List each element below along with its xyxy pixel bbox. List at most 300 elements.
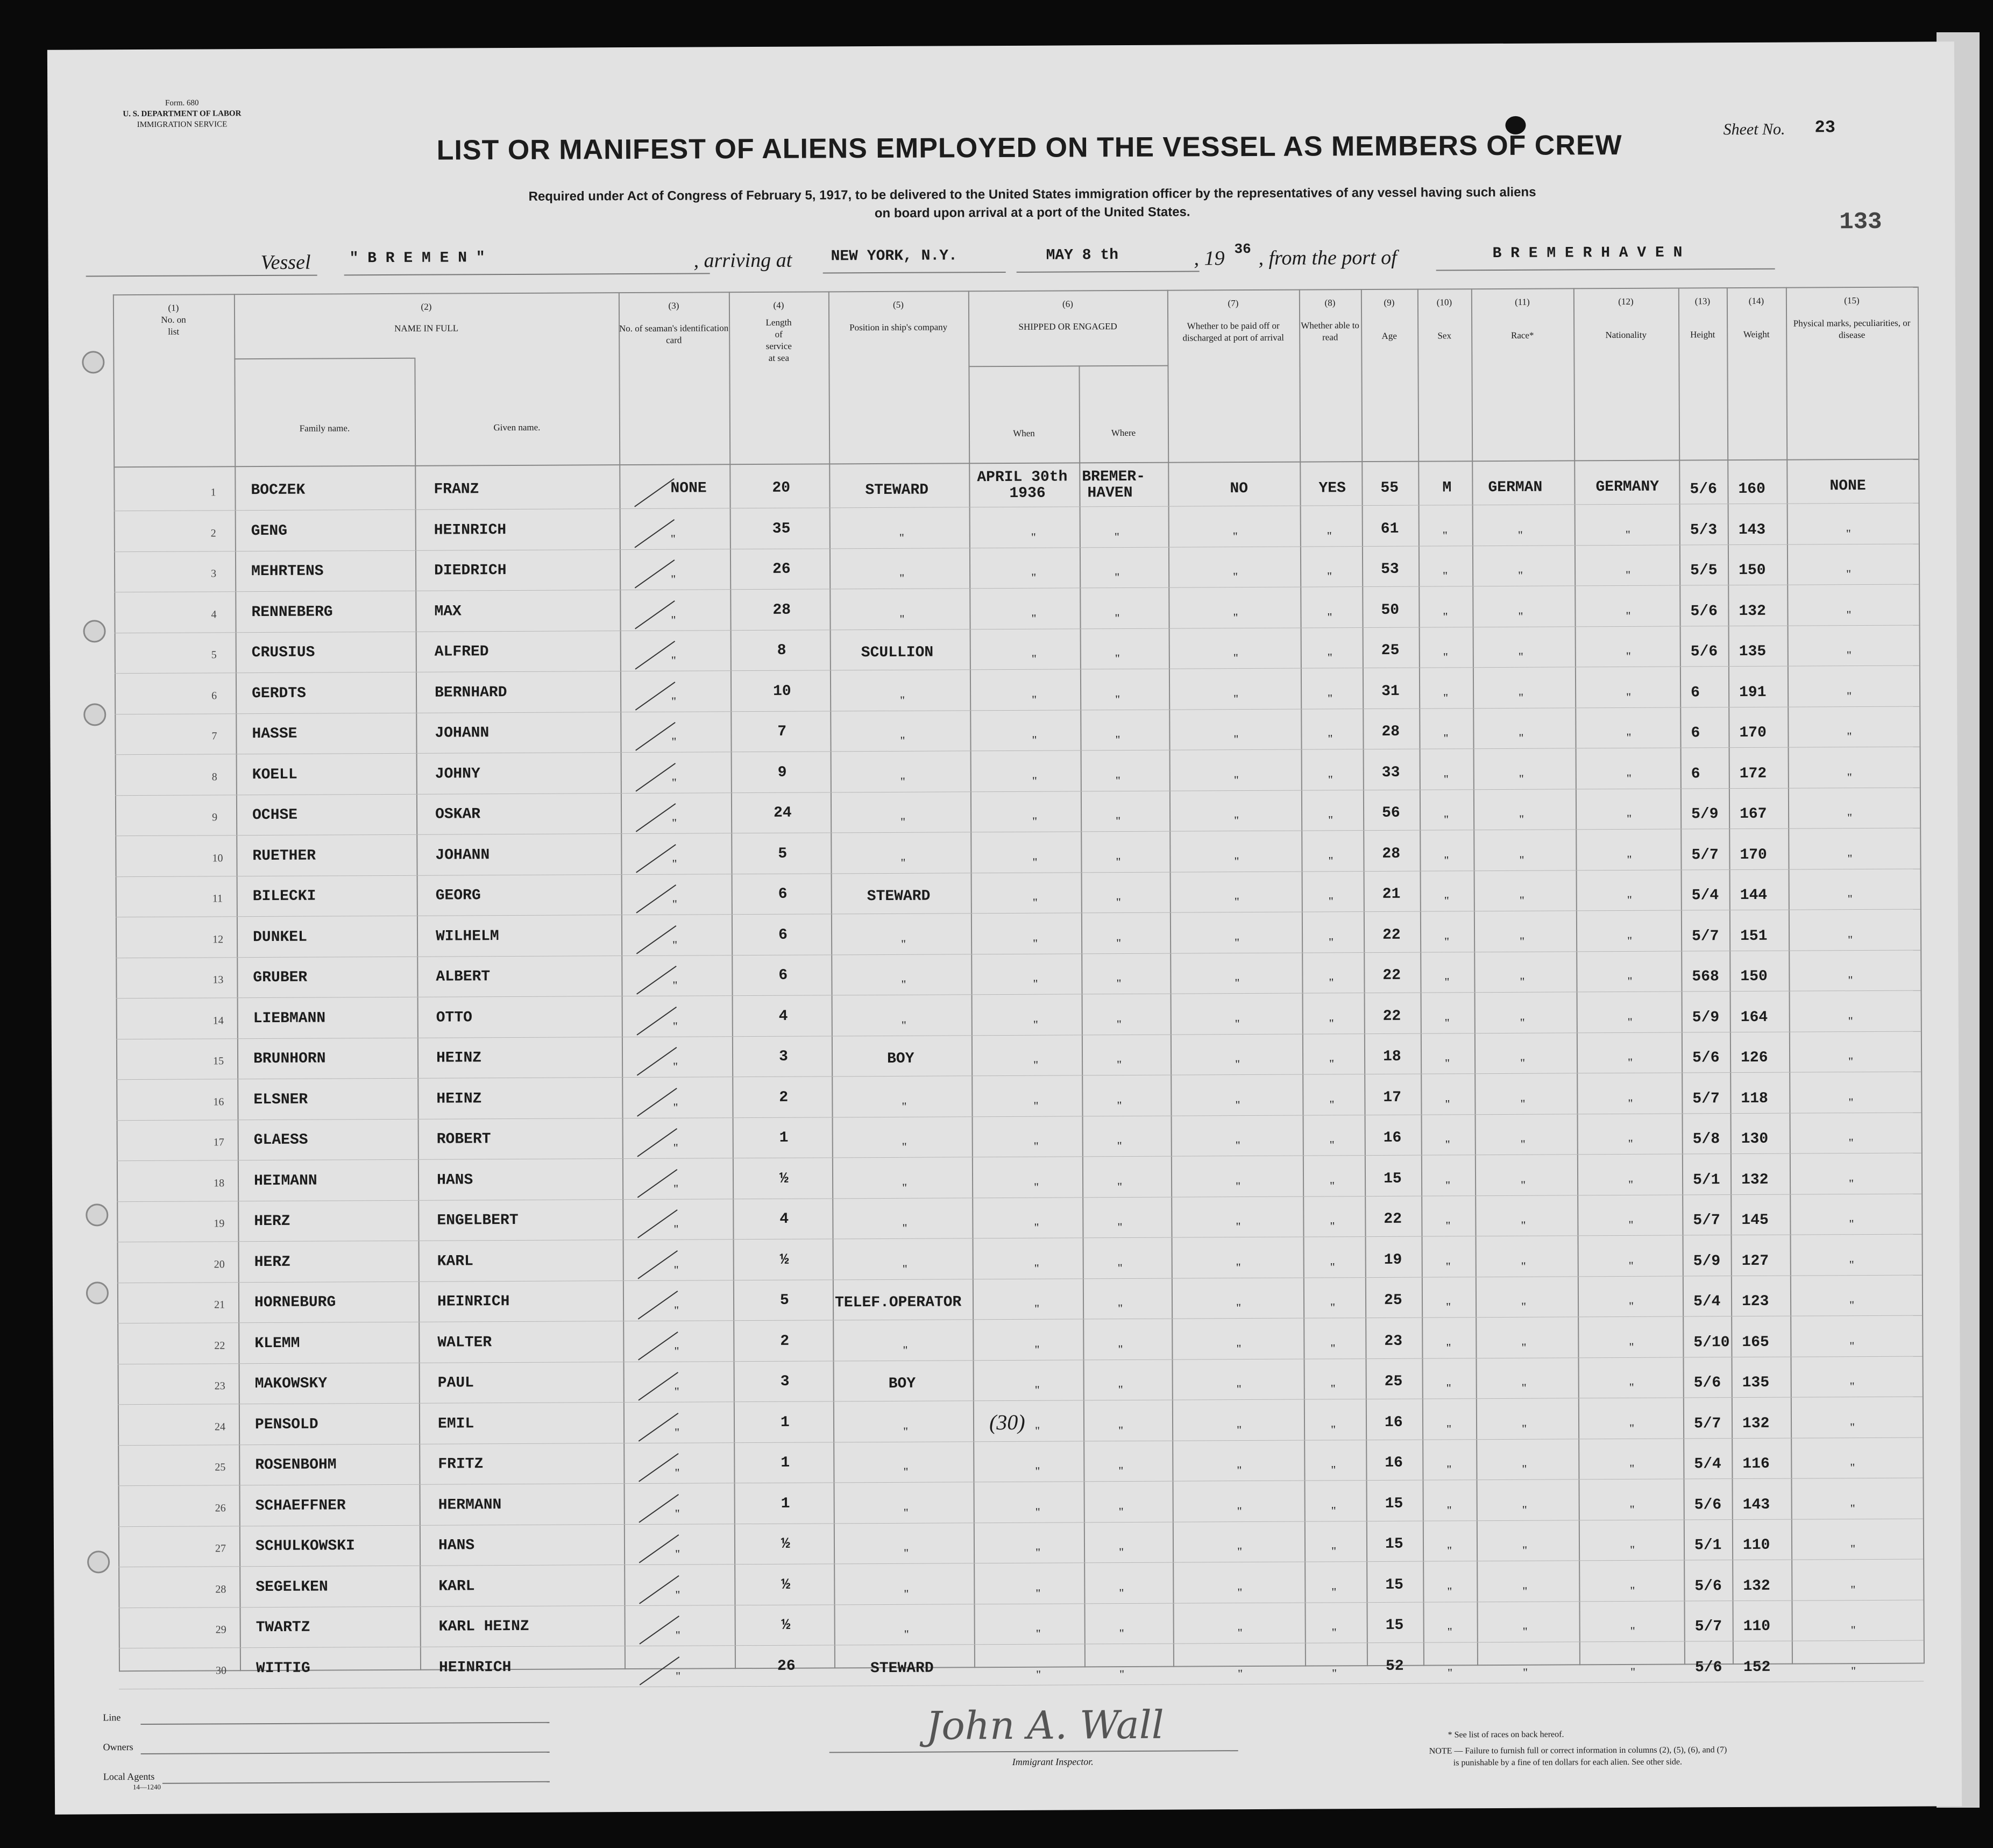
row-rule (118, 1559, 1923, 1568)
ditto-mark: " (1237, 1666, 1243, 1680)
given-name: FRANZ (434, 481, 479, 498)
row-number: 20 (214, 1258, 225, 1270)
row-rule (116, 1031, 1921, 1039)
ditto-mark: " (902, 1099, 907, 1113)
sheet-number: 23 (1814, 117, 1836, 138)
service-length: ½ (781, 1535, 790, 1553)
given-name: JOHNY (435, 765, 480, 783)
given-name: WILHELM (435, 927, 499, 945)
ditto-mark: " (1031, 611, 1037, 625)
weight: 143 (1738, 521, 1766, 539)
check-mark (637, 1128, 677, 1157)
service-length: ½ (779, 1251, 789, 1269)
vessel-name: " B R E M E N " (349, 250, 485, 267)
ditto-mark: " (1848, 1054, 1854, 1068)
ditto-mark: " (1848, 973, 1853, 987)
ditto-mark: " (1446, 1503, 1452, 1517)
age: 53 (1381, 561, 1399, 578)
ditto-mark: " (1847, 730, 1852, 744)
ditto-mark: " (1033, 1139, 1039, 1153)
ditto-mark: " (1846, 607, 1852, 621)
age: 17 (1383, 1089, 1402, 1106)
ditto-mark: " (1629, 1421, 1635, 1435)
weight: 160 (1738, 480, 1765, 498)
note-penalty: NOTE — Failure to furnish full or correct information in columns (2), (5), (6), and (7) (1429, 1745, 1727, 1756)
binder-hole (86, 1203, 108, 1226)
ditto-mark: " (1032, 814, 1038, 828)
ditto-mark: " (1115, 611, 1120, 625)
ditto-mark: " (1850, 1663, 1856, 1677)
row-number: 25 (215, 1461, 226, 1474)
ditto-mark: " (1118, 1342, 1123, 1356)
ditto-mark: " (670, 532, 676, 546)
form-header (112, 97, 252, 130)
row-number: 15 (213, 1055, 224, 1067)
ditto-mark: " (1850, 1461, 1855, 1475)
ditto-mark: " (1445, 1259, 1451, 1273)
height: 6 (1691, 765, 1700, 782)
binder-hole (86, 1281, 109, 1304)
ditto-mark: " (1520, 1015, 1525, 1029)
row-number: 12 (212, 933, 224, 945)
family-name: HERZ (254, 1213, 290, 1230)
height: 5/6 (1690, 603, 1718, 620)
service-length: 3 (780, 1373, 790, 1390)
service-length: 28 (772, 601, 791, 619)
given-name: ENGELBERT (437, 1212, 519, 1229)
ditto-mark: " (671, 613, 676, 627)
year-suffix: 36 (1234, 240, 1251, 258)
position: STEWARD (865, 482, 929, 499)
row-rule (115, 706, 1919, 714)
stamp-number: 133 (1839, 208, 1882, 236)
ditto-mark: " (1626, 649, 1631, 663)
check-mark (638, 1332, 678, 1361)
ditto-mark: " (1445, 1096, 1450, 1110)
ditto-mark: " (1849, 1217, 1854, 1231)
given-name: HERMANN (438, 1496, 502, 1514)
ditto-mark: " (1521, 1218, 1526, 1232)
check-mark (636, 844, 676, 873)
binder-hole (82, 351, 104, 373)
ditto-mark: " (1628, 1217, 1634, 1231)
able-to-read: YES (1318, 480, 1346, 497)
family-name: BRUNHORN (253, 1050, 326, 1068)
age: 50 (1381, 601, 1400, 619)
ditto-mark: " (1629, 1380, 1634, 1394)
ditto-mark: " (1119, 1626, 1124, 1640)
ditto-mark: " (1446, 1421, 1452, 1435)
height: 5/5 (1690, 562, 1718, 579)
row-number: 9 (212, 811, 218, 824)
ditto-mark: " (1446, 1300, 1451, 1314)
row-number: 8 (211, 770, 217, 783)
age: 15 (1385, 1535, 1403, 1553)
ditto-mark: " (675, 1425, 680, 1439)
ditto-mark: " (1234, 895, 1239, 909)
ditto-mark: " (1444, 853, 1449, 867)
given-name: HEINZ (436, 1090, 482, 1108)
row-number: 29 (215, 1624, 226, 1636)
ditto-mark: " (1445, 1056, 1450, 1070)
ditto-mark: " (673, 1100, 678, 1114)
family-name: BILECKI (252, 888, 316, 905)
ditto-mark: " (1521, 1299, 1527, 1313)
weight: 130 (1741, 1130, 1769, 1148)
ditto-mark: " (1848, 1014, 1853, 1028)
ditto-mark: " (1115, 652, 1120, 665)
service-length: 7 (777, 723, 787, 740)
ditto-mark: " (902, 1262, 907, 1276)
age: 22 (1382, 967, 1401, 984)
family-name: HORNEBURG (254, 1294, 336, 1312)
ditto-mark: " (1331, 1463, 1336, 1477)
row-number: 7 (211, 730, 217, 742)
shipped-when: APRIL 30th (977, 469, 1068, 486)
manifest-sheet (47, 41, 1962, 1814)
ditto-mark: " (674, 1344, 679, 1358)
row-number: 26 (215, 1502, 226, 1514)
ditto-mark: " (1517, 528, 1523, 542)
ditto-mark: " (675, 1588, 680, 1602)
check-mark (639, 1413, 679, 1442)
age: 22 (1382, 926, 1401, 944)
ditto-mark: " (671, 653, 676, 667)
check-mark (635, 722, 676, 751)
ditto-mark: " (1329, 934, 1334, 948)
ditto-mark: " (1034, 1301, 1040, 1315)
check-mark (637, 1088, 677, 1117)
ditto-mark: " (1519, 853, 1524, 867)
family-name: RUETHER (252, 847, 316, 865)
check-mark (639, 1616, 679, 1645)
row-rule (118, 1437, 1923, 1446)
row-rule (116, 909, 1920, 918)
ditto-mark: " (1032, 774, 1037, 788)
ditto-mark: " (1629, 1542, 1635, 1556)
family-name: LIEBMANN (253, 1010, 326, 1027)
row-rule (115, 625, 1919, 633)
total-note: (30) (989, 1410, 1025, 1435)
check-mark (637, 1209, 678, 1238)
height: 5/7 (1694, 1618, 1722, 1635)
row-rule (118, 1478, 1923, 1486)
weight: 170 (1740, 846, 1767, 863)
given-name: HANS (436, 1171, 473, 1189)
ditto-mark: " (1117, 1139, 1122, 1153)
ditto-mark: " (1329, 1016, 1334, 1030)
weight: 152 (1743, 1659, 1771, 1676)
ditto-mark: " (1116, 976, 1122, 990)
age: 25 (1384, 1292, 1402, 1309)
ditto-mark: " (1521, 1259, 1526, 1273)
service-length: 2 (779, 1089, 789, 1106)
height: 5/9 (1693, 1252, 1721, 1270)
weight: 123 (1741, 1293, 1769, 1311)
arriving-port: NEW YORK, N.Y. (831, 247, 958, 265)
family-name: GERDTS (252, 685, 306, 702)
age: 19 (1384, 1251, 1402, 1269)
age: 16 (1384, 1414, 1403, 1431)
ditto-mark: " (1518, 568, 1523, 582)
ditto-mark: " (1850, 1420, 1855, 1434)
height: 5/4 (1691, 887, 1719, 904)
family-name: SCHULKOWSKI (255, 1538, 355, 1555)
ditto-mark: " (1331, 1625, 1337, 1639)
family-name: OCHSE (252, 806, 298, 824)
height: 5/6 (1690, 643, 1718, 661)
ditto-mark: " (1848, 932, 1853, 946)
check-mark (638, 1372, 678, 1401)
height: 5/10 (1693, 1334, 1730, 1351)
age: 33 (1381, 764, 1400, 781)
given-name: DIEDRICH (434, 562, 507, 579)
ditto-mark: " (1628, 1055, 1633, 1069)
ditto-mark: " (1443, 731, 1449, 745)
ditto-mark: " (901, 937, 906, 951)
height: 5/7 (1693, 1415, 1721, 1432)
ditto-mark: " (1629, 1340, 1634, 1354)
row-number: 21 (214, 1299, 225, 1311)
age: 25 (1381, 642, 1400, 659)
ditto-mark: " (1330, 1300, 1336, 1314)
given-name: PAUL (437, 1375, 474, 1392)
ditto-mark: " (676, 1669, 681, 1683)
ditto-mark: " (1521, 1340, 1527, 1354)
row-rule (116, 1072, 1921, 1080)
height: 5/6 (1694, 1659, 1722, 1676)
ditto-mark: " (1847, 892, 1853, 906)
row-number: 13 (212, 974, 224, 986)
weight: 170 (1739, 724, 1767, 742)
row-number: 1 (210, 486, 216, 499)
weight: 167 (1740, 805, 1767, 823)
ditto-mark: " (1329, 1057, 1335, 1071)
ditto-mark: " (1522, 1584, 1528, 1598)
ditto-mark: " (1233, 732, 1239, 746)
weight: 135 (1742, 1374, 1770, 1392)
ditto-mark: " (1445, 1137, 1450, 1151)
ditto-mark: " (1116, 814, 1121, 828)
ditto-mark: " (1849, 1176, 1854, 1190)
ditto-mark: " (1519, 893, 1524, 907)
ditto-mark: " (1626, 690, 1632, 704)
row-number: 16 (213, 1095, 224, 1108)
family-name: SCHAEFFNER (255, 1497, 346, 1514)
ditto-mark: " (901, 977, 906, 991)
given-name: HEINRICH (434, 521, 507, 539)
given-name: MAX (434, 603, 462, 620)
row-rule (118, 1599, 1923, 1608)
ditto-mark: " (1626, 568, 1631, 582)
given-name: OTTO (436, 1009, 473, 1026)
age: 28 (1381, 723, 1400, 740)
row-rule (114, 584, 1919, 593)
weight: 135 (1739, 643, 1767, 661)
ditto-mark: " (1625, 527, 1630, 541)
service-length: 4 (779, 1210, 789, 1228)
height: 5/1 (1694, 1537, 1722, 1554)
row-rule (114, 543, 1919, 552)
family-name: ELSNER (253, 1091, 308, 1108)
check-mark (639, 1453, 679, 1482)
family-name: HERZ (254, 1254, 290, 1271)
given-name: KARL (438, 1577, 475, 1595)
ditto-mark: " (1521, 1178, 1526, 1192)
row-number: 2 (210, 527, 216, 539)
ditto-mark: " (1330, 1219, 1335, 1233)
ditto-mark: " (1626, 730, 1632, 744)
ditto-mark: " (1236, 1220, 1241, 1234)
check-mark (639, 1575, 679, 1604)
ditto-mark: " (1118, 1301, 1123, 1315)
ditto-mark: " (1237, 1626, 1243, 1640)
height: 5/9 (1692, 1009, 1720, 1026)
ditto-mark: " (1033, 936, 1038, 950)
family-name: KOELL (252, 766, 297, 783)
ditto-mark: " (1520, 934, 1525, 948)
row-number: 24 (214, 1420, 226, 1433)
family-name: KLEMM (254, 1335, 300, 1352)
family-name: SEGELKEN (256, 1578, 328, 1596)
row-number: 23 (214, 1380, 225, 1392)
ditto-mark: " (1446, 1381, 1451, 1395)
height: 6 (1691, 725, 1700, 742)
ditto-mark: " (672, 978, 678, 992)
ditto-mark: " (1629, 1299, 1634, 1313)
given-name: HEINRICH (438, 1659, 512, 1676)
ditto-mark: " (1522, 1462, 1527, 1476)
given-name: WALTER (437, 1334, 492, 1351)
binder-hole (83, 703, 106, 726)
height: 5/6 (1694, 1496, 1722, 1513)
nationality: GERMANY (1595, 478, 1659, 496)
ditto-mark: " (1031, 530, 1036, 544)
position: TELEF.OPERATOR (834, 1294, 962, 1312)
ditto-mark: " (899, 530, 904, 544)
ditto-mark: " (1522, 1665, 1528, 1679)
height: 5/6 (1690, 481, 1717, 498)
service-length: 1 (781, 1495, 790, 1512)
ditto-mark: " (1627, 893, 1632, 907)
ditto-mark: " (1444, 934, 1450, 948)
row-number: 18 (214, 1177, 225, 1189)
service-length: 5 (779, 1292, 789, 1309)
ditto-mark: " (1115, 570, 1120, 584)
height: 5/8 (1692, 1131, 1720, 1148)
ditto-mark: " (1119, 1585, 1124, 1599)
ditto-mark: " (1447, 1665, 1453, 1679)
ditto-mark: " (673, 1181, 679, 1195)
service-length: 26 (772, 561, 791, 578)
footer-form-code: 14—1240 (132, 1782, 161, 1792)
ditto-mark: " (903, 1464, 909, 1478)
ditto-mark: " (1630, 1624, 1635, 1638)
age: 16 (1385, 1454, 1403, 1471)
ditto-mark: " (1035, 1545, 1041, 1559)
ditto-mark: " (1115, 692, 1120, 706)
ditto-mark: " (1328, 691, 1333, 705)
family-name: GLAESS (253, 1131, 308, 1149)
service-length: 35 (772, 520, 791, 537)
ditto-mark: " (1236, 1260, 1241, 1274)
ditto-mark: " (1035, 1424, 1040, 1438)
ditto-mark: " (1327, 610, 1332, 624)
check-mark (634, 519, 675, 548)
ditto-mark: " (1520, 974, 1525, 988)
ditto-mark: " (1330, 1382, 1336, 1396)
ditto-mark: " (1519, 771, 1524, 785)
ditto-mark: " (1628, 1136, 1633, 1150)
weight: 165 (1742, 1334, 1769, 1351)
ditto-mark: " (1328, 732, 1333, 746)
ditto-mark: " (1237, 1585, 1243, 1599)
from-port-label: , from the port of (1258, 246, 1397, 270)
from-port: B R E M E R H A V E N (1492, 244, 1683, 263)
ditto-mark: " (1330, 1341, 1336, 1355)
age: 28 (1382, 845, 1401, 862)
ditto-mark: " (900, 855, 906, 869)
check-mark (638, 1291, 678, 1320)
row-rule (117, 1234, 1922, 1243)
ditto-mark: " (1328, 853, 1334, 867)
check-mark (637, 1250, 678, 1279)
service-length: 8 (777, 642, 786, 659)
service-length: 3 (778, 1048, 788, 1065)
height: 5/3 (1690, 521, 1718, 539)
service-length: 10 (773, 683, 791, 700)
ditto-mark: " (904, 1627, 909, 1641)
weight: 151 (1740, 927, 1768, 945)
ditto-mark: " (1521, 1380, 1527, 1394)
weight: 144 (1740, 887, 1768, 904)
ditto-mark: " (1035, 1626, 1041, 1640)
height: 6 (1691, 684, 1700, 701)
arriving-label: , arriving at (693, 249, 792, 272)
service-length: 9 (777, 764, 787, 781)
position: BOY (886, 1050, 914, 1067)
service-length: 5 (778, 845, 788, 862)
age: 56 (1382, 804, 1400, 822)
service-length: 6 (778, 926, 788, 944)
ditto-mark: " (673, 1059, 678, 1073)
service-length: 20 (772, 479, 791, 497)
ditto-mark: " (1520, 1056, 1526, 1070)
ditto-mark: " (1233, 691, 1239, 705)
age: 23 (1384, 1333, 1403, 1350)
ditto-mark: " (1444, 894, 1449, 908)
ditto-mark: " (1118, 1423, 1124, 1437)
ditto-mark: " (1236, 1382, 1242, 1396)
ditto-mark: " (899, 612, 905, 626)
ditto-mark: " (1519, 690, 1524, 704)
ditto-mark: " (1847, 811, 1853, 825)
service-length: 1 (780, 1414, 790, 1431)
ditto-mark: " (1237, 1545, 1243, 1559)
row-rule (115, 787, 1920, 796)
ditto-mark: " (1627, 852, 1632, 866)
check-mark (636, 925, 677, 954)
ditto-mark: " (1034, 1261, 1039, 1275)
ditto-mark: " (1849, 1379, 1855, 1393)
ditto-mark: " (1237, 1504, 1242, 1518)
ditto-mark: " (1329, 975, 1334, 989)
ditto-mark: " (1519, 812, 1524, 826)
check-mark (637, 1047, 677, 1076)
row-number: 19 (214, 1217, 225, 1230)
ditto-mark: " (673, 1141, 678, 1155)
row-number: 14 (212, 1014, 224, 1026)
